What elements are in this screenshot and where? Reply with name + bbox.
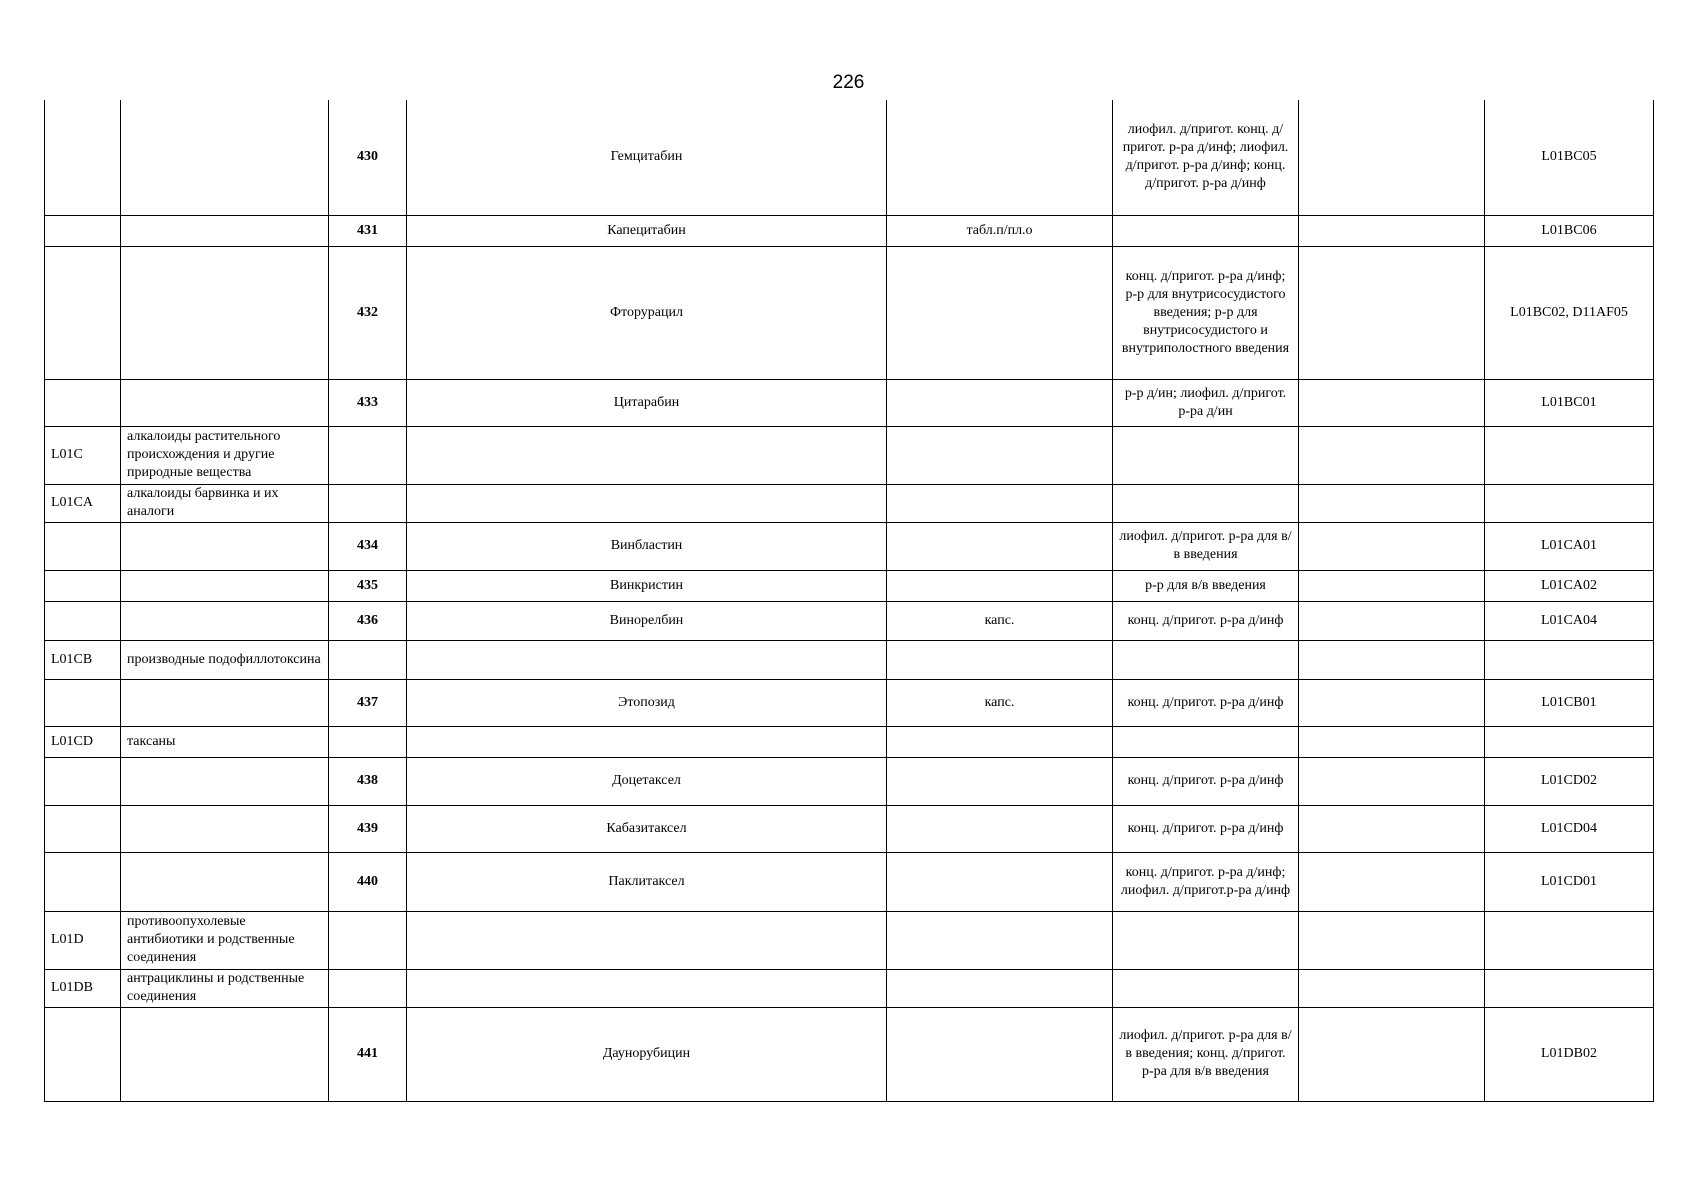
- dosage-form-other: [1299, 679, 1485, 726]
- table-row: [45, 379, 1654, 426]
- atc-code: L01BC01: [1485, 379, 1654, 426]
- dosage-form-other: [1299, 246, 1485, 379]
- dosage-form-injection: конц. д/пригот. р-ра д/инф: [1113, 805, 1299, 852]
- table-row: [45, 805, 1654, 852]
- dosage-form-injection: [1113, 215, 1299, 246]
- atc-group-code: [45, 601, 121, 640]
- row-number: 433: [329, 379, 407, 426]
- drug-name: Этопозид: [407, 679, 887, 726]
- atc-group-name: алкалоиды растительного происхождения и другие природные вещества: [121, 426, 329, 484]
- atc-group-name: антрациклины и родственные соединения: [121, 969, 329, 1007]
- dosage-form-other: [1299, 969, 1485, 1007]
- row-number: 434: [329, 522, 407, 570]
- table-row: [45, 601, 1654, 640]
- atc-group-name: [121, 379, 329, 426]
- drug-name: Цитарабин: [407, 379, 887, 426]
- drug-name: [407, 426, 887, 484]
- row-number: 440: [329, 852, 407, 911]
- row-number: [329, 969, 407, 1007]
- atc-group-code: [45, 679, 121, 726]
- atc-group-code: L01C: [45, 426, 121, 484]
- table-row: [45, 757, 1654, 805]
- atc-code: L01BC06: [1485, 215, 1654, 246]
- dosage-form-injection: [1113, 911, 1299, 969]
- atc-group-name: [121, 1007, 329, 1101]
- dosage-form-injection: конц. д/пригот. р-ра д/инф: [1113, 757, 1299, 805]
- dosage-form-injection: конц. д/пригот. р-ра д/инф; р-р для внутрисосудистого введения; р-р для внутрисосудистого и внутриполостного введения: [1113, 246, 1299, 379]
- table-row: [45, 246, 1654, 379]
- atc-group-code: [45, 570, 121, 601]
- table-row: [45, 679, 1654, 726]
- page-number: 226: [832, 72, 865, 93]
- dosage-form-injection: [1113, 426, 1299, 484]
- dosage-form-other: [1299, 484, 1485, 522]
- atc-group-name: [121, 522, 329, 570]
- atc-group-code: [45, 522, 121, 570]
- drug-name: Кабазитаксел: [407, 805, 887, 852]
- row-number: 431: [329, 215, 407, 246]
- row-number: 441: [329, 1007, 407, 1101]
- dosage-form-other: [1299, 426, 1485, 484]
- dosage-form-oral: [887, 570, 1113, 601]
- dosage-form-other: [1299, 522, 1485, 570]
- drug-name: Капецитабин: [407, 215, 887, 246]
- table-row: [45, 726, 1654, 757]
- dosage-form-injection: [1113, 484, 1299, 522]
- dosage-form-other: [1299, 100, 1485, 215]
- atc-code: [1485, 969, 1654, 1007]
- drug-name: Винорелбин: [407, 601, 887, 640]
- table-row: [45, 426, 1654, 484]
- dosage-form-injection: конц. д/пригот. р-ра д/инф: [1113, 679, 1299, 726]
- drug-name: [407, 911, 887, 969]
- dosage-form-oral: [887, 100, 1113, 215]
- dosage-form-other: [1299, 852, 1485, 911]
- dosage-form-other: [1299, 640, 1485, 679]
- atc-group-code: [45, 852, 121, 911]
- dosage-form-other: [1299, 215, 1485, 246]
- dosage-form-oral: [887, 522, 1113, 570]
- dosage-form-oral: [887, 852, 1113, 911]
- atc-code: L01BC02, D11AF05: [1485, 246, 1654, 379]
- drug-name: Даунорубицин: [407, 1007, 887, 1101]
- atc-group-name: [121, 100, 329, 215]
- atc-code: L01CA01: [1485, 522, 1654, 570]
- atc-code: L01CD04: [1485, 805, 1654, 852]
- atc-code: L01CD02: [1485, 757, 1654, 805]
- drug-name: [407, 969, 887, 1007]
- dosage-form-injection: [1113, 640, 1299, 679]
- atc-code: L01DB02: [1485, 1007, 1654, 1101]
- table-row: [45, 570, 1654, 601]
- dosage-form-other: [1299, 379, 1485, 426]
- atc-group-name: [121, 679, 329, 726]
- drug-name: Винкристин: [407, 570, 887, 601]
- atc-group-code: [45, 757, 121, 805]
- atc-code: L01CA02: [1485, 570, 1654, 601]
- row-number: 435: [329, 570, 407, 601]
- row-number: [329, 640, 407, 679]
- dosage-form-injection: [1113, 726, 1299, 757]
- atc-group-name: [121, 215, 329, 246]
- atc-code: L01CB01: [1485, 679, 1654, 726]
- dosage-form-injection: лиофил. д/пригот. конц. д/пригот. р-ра д/инф; лиофил. д/пригот. р-ра д/инф; конц. д/пригот. р-ра д/инф: [1113, 100, 1299, 215]
- atc-group-code: L01CA: [45, 484, 121, 522]
- table-row: [45, 852, 1654, 911]
- row-number: [329, 426, 407, 484]
- atc-group-name: [121, 757, 329, 805]
- drug-name: Винбластин: [407, 522, 887, 570]
- atc-group-code: [45, 100, 121, 215]
- dosage-form-oral: капс.: [887, 601, 1113, 640]
- atc-group-code: L01DB: [45, 969, 121, 1007]
- dosage-form-injection: лиофил. д/пригот. р-ра для в/в введения; конц. д/пригот. р-ра для в/в введения: [1113, 1007, 1299, 1101]
- dosage-form-injection: конц. д/пригот. р-ра д/инф; лиофил. д/пригот.р-ра д/инф: [1113, 852, 1299, 911]
- atc-code: [1485, 911, 1654, 969]
- atc-group-name: производные подофиллотоксина: [121, 640, 329, 679]
- dosage-form-other: [1299, 601, 1485, 640]
- atc-code: [1485, 640, 1654, 679]
- atc-code: L01CD01: [1485, 852, 1654, 911]
- row-number: 430: [329, 100, 407, 215]
- atc-group-code: L01CB: [45, 640, 121, 679]
- dosage-form-oral: [887, 911, 1113, 969]
- atc-group-name: [121, 805, 329, 852]
- row-number: 436: [329, 601, 407, 640]
- atc-group-code: [45, 805, 121, 852]
- row-number: [329, 726, 407, 757]
- dosage-form-oral: [887, 1007, 1113, 1101]
- table-row: [45, 1007, 1654, 1101]
- dosage-form-injection: р-р д/ин; лиофил. д/пригот. р-ра д/ин: [1113, 379, 1299, 426]
- table-row: [45, 969, 1654, 1007]
- dosage-form-injection: конц. д/пригот. р-ра д/инф: [1113, 601, 1299, 640]
- drug-name: [407, 726, 887, 757]
- atc-group-name: таксаны: [121, 726, 329, 757]
- dosage-form-oral: [887, 805, 1113, 852]
- drug-name: Доцетаксел: [407, 757, 887, 805]
- dosage-form-other: [1299, 757, 1485, 805]
- atc-group-name: [121, 852, 329, 911]
- drug-name: Гемцитабин: [407, 100, 887, 215]
- drug-name: [407, 640, 887, 679]
- dosage-form-oral: табл.п/пл.о: [887, 215, 1113, 246]
- table-row: [45, 484, 1654, 522]
- table-row: [45, 215, 1654, 246]
- atc-group-name: противоопухолевые антибиотики и родственные соединения: [121, 911, 329, 969]
- table-row: [45, 100, 1654, 215]
- dosage-form-injection: р-р для в/в введения: [1113, 570, 1299, 601]
- dosage-form-oral: [887, 969, 1113, 1007]
- dosage-form-other: [1299, 726, 1485, 757]
- atc-group-code: [45, 215, 121, 246]
- dosage-form-other: [1299, 805, 1485, 852]
- atc-group-name: алкалоиды барвинка и их аналоги: [121, 484, 329, 522]
- dosage-form-oral: [887, 484, 1113, 522]
- atc-group-code: [45, 1007, 121, 1101]
- atc-code: L01CA04: [1485, 601, 1654, 640]
- dosage-form-injection: [1113, 969, 1299, 1007]
- dosage-form-oral: [887, 757, 1113, 805]
- row-number: 432: [329, 246, 407, 379]
- atc-code: [1485, 726, 1654, 757]
- drug-list-table: [44, 100, 1654, 1102]
- dosage-form-injection: лиофил. д/пригот. р-ра для в/в введения: [1113, 522, 1299, 570]
- drug-name: Паклитаксел: [407, 852, 887, 911]
- dosage-form-oral: [887, 246, 1113, 379]
- atc-group-name: [121, 570, 329, 601]
- dosage-form-oral: [887, 640, 1113, 679]
- dosage-form-oral: [887, 726, 1113, 757]
- dosage-form-oral: капс.: [887, 679, 1113, 726]
- table-row: [45, 911, 1654, 969]
- dosage-form-other: [1299, 911, 1485, 969]
- atc-group-name: [121, 601, 329, 640]
- row-number: [329, 484, 407, 522]
- atc-code: [1485, 484, 1654, 522]
- dosage-form-other: [1299, 570, 1485, 601]
- atc-group-code: [45, 379, 121, 426]
- atc-group-code: [45, 246, 121, 379]
- drug-name: Фторурацил: [407, 246, 887, 379]
- atc-code: L01BC05: [1485, 100, 1654, 215]
- row-number: 438: [329, 757, 407, 805]
- table-row: [45, 522, 1654, 570]
- dosage-form-oral: [887, 426, 1113, 484]
- atc-code: [1485, 426, 1654, 484]
- atc-group-code: L01D: [45, 911, 121, 969]
- row-number: 437: [329, 679, 407, 726]
- row-number: 439: [329, 805, 407, 852]
- dosage-form-oral: [887, 379, 1113, 426]
- dosage-form-other: [1299, 1007, 1485, 1101]
- atc-group-code: L01CD: [45, 726, 121, 757]
- row-number: [329, 911, 407, 969]
- atc-group-name: [121, 246, 329, 379]
- table-row: [45, 640, 1654, 679]
- drug-name: [407, 484, 887, 522]
